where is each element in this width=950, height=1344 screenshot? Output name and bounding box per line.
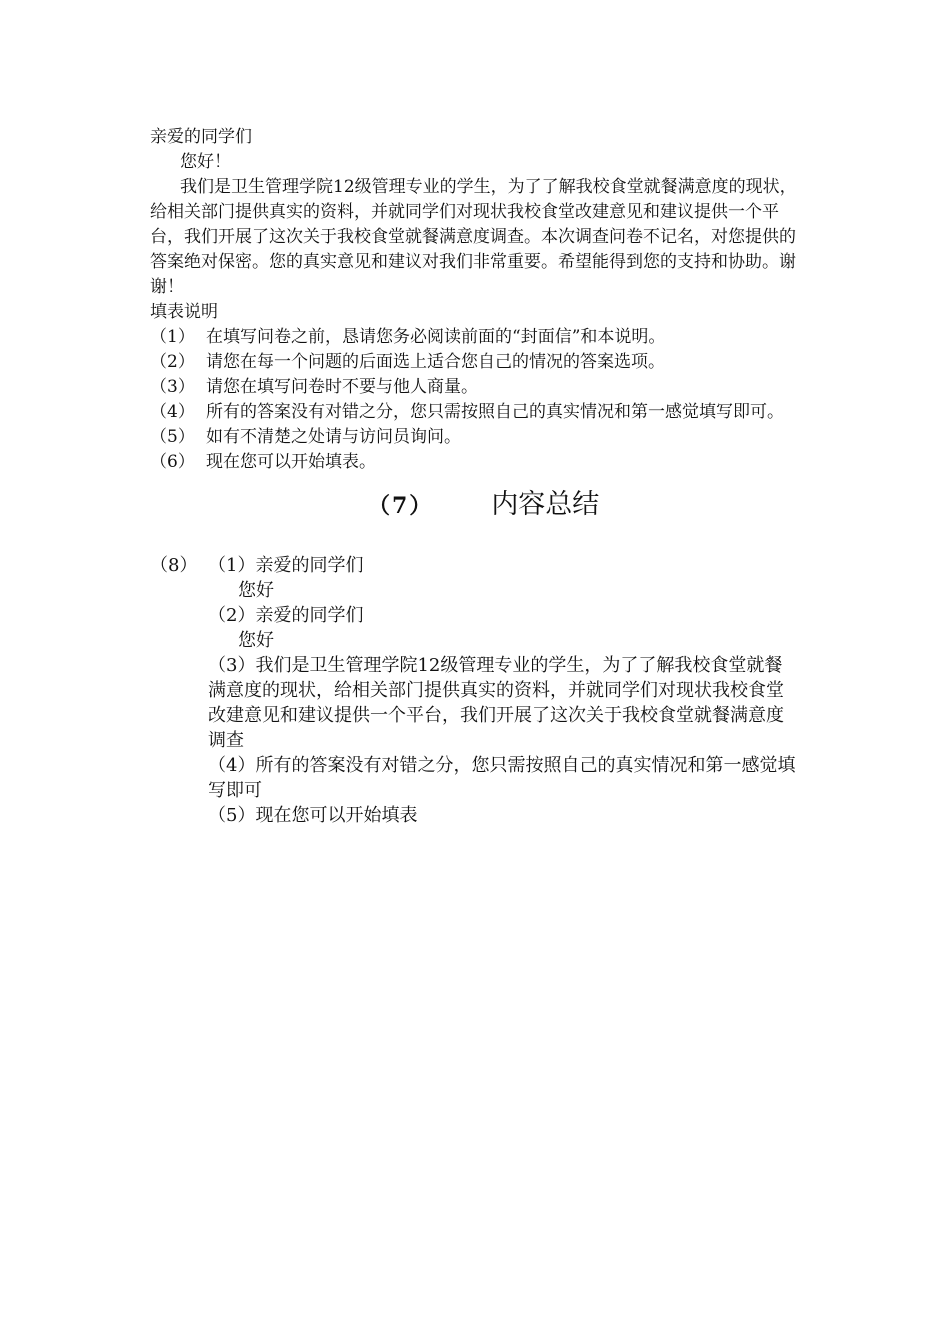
instruction-number: （6） — [150, 452, 195, 472]
summary-heading — [150, 483, 800, 527]
instruction-text: 请您在每一个问题的后面选上适合您自己的情况的答案选项。 — [206, 352, 665, 372]
instruction-number: （4） — [150, 402, 195, 422]
summary-heading-title: 内容总结 — [491, 489, 600, 520]
letter-body: 我们是卫生管理学院12级管理专业的学生，为了了解我校食堂就餐满意度的现状，给相关部门提供真实的资料，并就同学们对现状我校食堂改建意见和建议提供一个平台，我们开展了这次关于我校食堂就餐满意度调查。本次调查问卷不记名，对您提供的答案绝对保密。您的真实意见和建议对我们非常重要。希望能得到您的支持和协助。谢谢！ — [150, 177, 797, 297]
instruction-item — [150, 400, 800, 425]
summary-item: （1）亲爱的同学们 — [208, 555, 364, 576]
document-page — [150, 125, 800, 828]
instruction-text: 所有的答案没有对错之分，您只需按照自己的真实情况和第一感觉填写即可。 — [206, 402, 784, 422]
instructions-list — [150, 325, 800, 475]
instructions-title: 填表说明 — [150, 302, 218, 322]
instruction-text: 在填写问卷之前，恳请您务必阅读前面的“封面信”和本说明。 — [206, 327, 666, 347]
instruction-text: 请您在填写问卷时不要与他人商量。 — [206, 377, 478, 397]
instruction-item — [150, 325, 800, 350]
instruction-number: （1） — [150, 327, 195, 347]
instruction-number: （5） — [150, 427, 195, 447]
summary-item: （3）我们是卫生管理学院12级管理专业的学生，为了了解我校食堂就餐满意度的现状，给相关部门提供真实的资料，并就同学们对现状我校食堂改建意见和建议提供一个平台，我们开展了这次关于我校食堂就餐满意度调查 — [208, 655, 784, 751]
instruction-item — [150, 350, 800, 375]
letter-salutation: 亲爱的同学们 — [150, 127, 252, 147]
instruction-number: （3） — [150, 377, 195, 397]
instruction-text: 如有不清楚之处请与访问员询问。 — [206, 427, 461, 447]
instruction-item — [150, 450, 800, 475]
instruction-item — [150, 375, 800, 400]
letter-greeting: 您好！ — [180, 152, 231, 172]
summary-item: （2）亲爱的同学们 — [208, 605, 364, 626]
summary-item-sub: 您好 — [238, 630, 274, 651]
summary-item: （4）所有的答案没有对错之分，您只需按照自己的真实情况和第一感觉填写即可 — [208, 755, 796, 801]
summary-number: （8） — [150, 555, 198, 576]
summary-heading-number: （7） — [368, 493, 434, 519]
summary-item-sub: 您好 — [238, 580, 274, 601]
summary-list — [150, 553, 800, 828]
instruction-text: 现在您可以开始填表。 — [206, 452, 376, 472]
instruction-item — [150, 425, 800, 450]
summary-item: （5）现在您可以开始填表 — [208, 805, 418, 826]
instruction-number: （2） — [150, 352, 195, 372]
